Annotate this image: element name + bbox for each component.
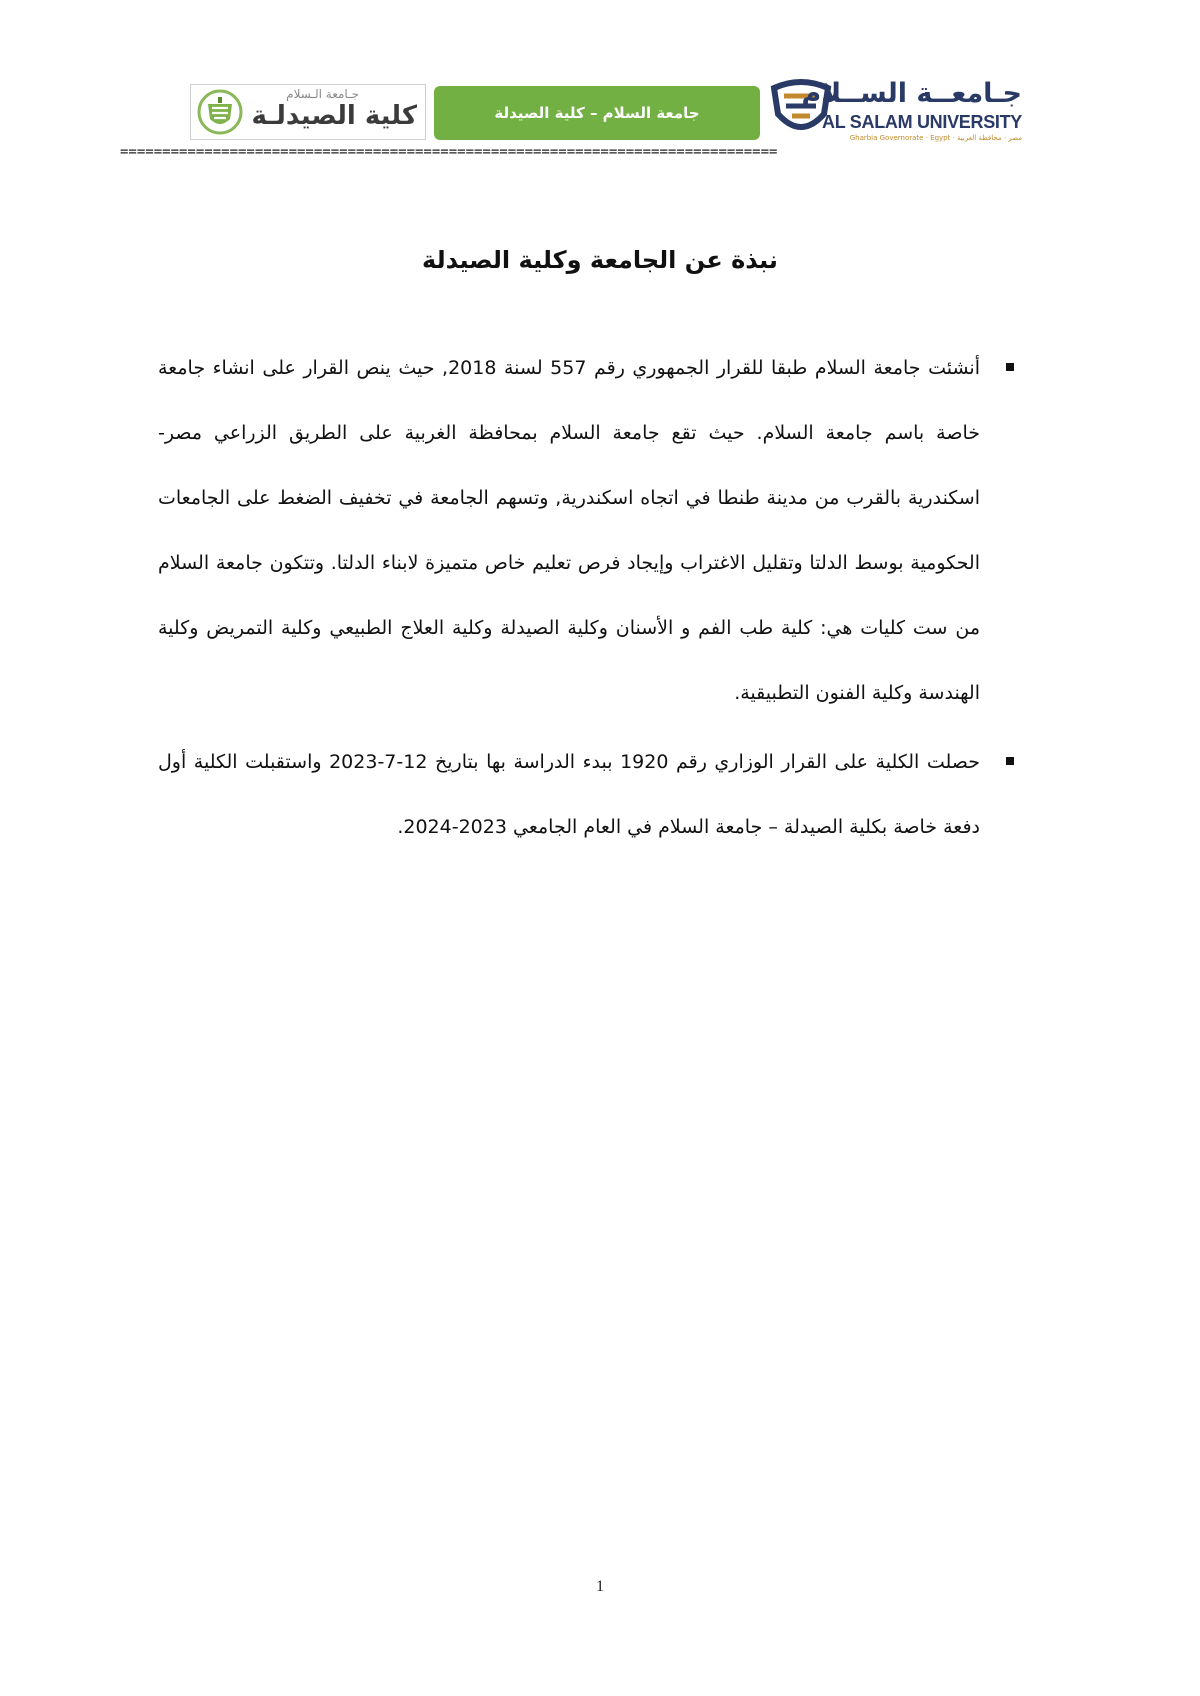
document-body [158, 336, 1016, 864]
page-header [186, 74, 1024, 146]
page-title: نبذة عن الجامعة وكلية الصيدلة [422, 246, 778, 274]
university-logo [768, 74, 1024, 146]
bullet-square-icon [1006, 363, 1014, 371]
list-item-text: أنشئت جامعة السلام طبقا للقرار الجمهوري رقم 557 لسنة 2018, حيث ينص القرار على انشاء جامعة خاصة باسم جامعة السلام. حيث تقع جامعة السلام بمحافظة الغربية على الطريق الزراعي مصر- اسكندرية بالقرب من مدينة طنطا في اتجاه اسكندرية, وتسهم الجامعة في تخفيف الضغط على الجامعات الحكومية بوسط الدلتا وتقليل الاغتراب وإيجاد فرص تعليم خاص متميزة لابناء الدلتا. وتتكون جامعة السلام من ست كليات هي: كلية طب الفم و الأسنان وكلية الصيدلة وكلية العلاج الطبيعي وكلية التمريض وكلية الهندسة وكلية الفنون التطبيقية. [158, 357, 980, 704]
header-separator: ============================================================================== [120, 144, 778, 160]
header-banner: جامعة السلام – كلية الصيدلة [434, 86, 760, 140]
list-item [158, 336, 1016, 726]
page-number: 1 [596, 1578, 604, 1595]
faculty-of-pharmacy-logo [190, 84, 426, 140]
list-item-text: حصلت الكلية على القرار الوزاري رقم 1920 ببدء الدراسة بها بتاريخ 12-7-2023 واستقبلت الكلية أول دفعة خاصة بكلية الصيدلة – جامعة السلام في العام الجامعي 2023-2024. [158, 751, 981, 838]
university-logo-subtitle: Gharbia Governorate · Egypt · مصر · محافظة الغربية [849, 134, 1022, 142]
list-item [158, 730, 1016, 860]
faculty-shield-icon [197, 89, 243, 135]
university-name-arabic: جـامعــة الســلام [801, 78, 1022, 109]
faculty-logo-university-text: جـامعة الـسلام [286, 87, 359, 101]
faculty-logo-name: كلية الصيدلـة [251, 101, 417, 131]
university-name-english: AL SALAM UNIVERSITY [822, 112, 1022, 132]
bullet-square-icon [1006, 757, 1014, 765]
